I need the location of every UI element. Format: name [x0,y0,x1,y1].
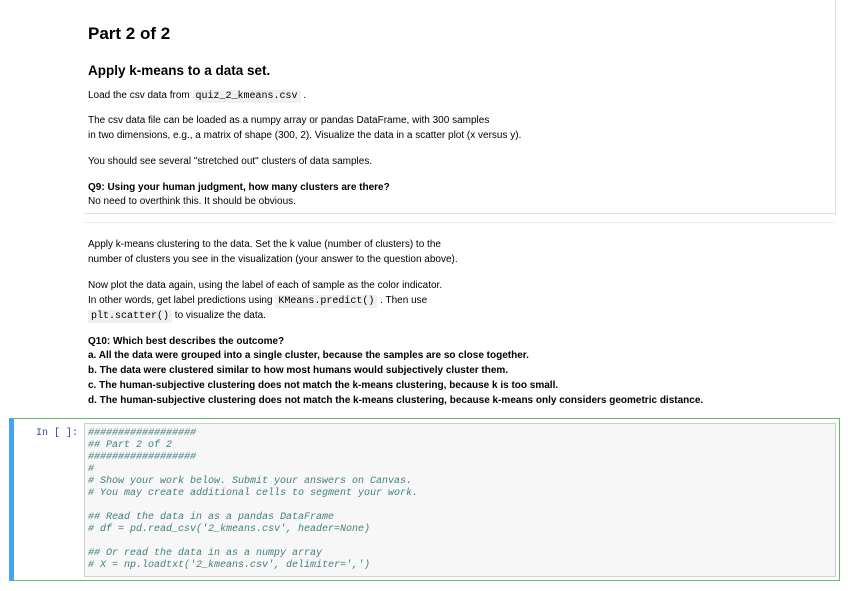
code-line: # Show your work below. Submit your answers on Canvas. [88,476,413,487]
code-line: ## Read the data in as a pandas DataFrame [88,512,335,523]
code-line: ################## [88,428,197,439]
q10-option-b: b. The data were clustered similar to how most humans would subjectively cluster them. [88,365,509,376]
plot-line-3-after: to visualize the data. [172,310,266,321]
q9-title: Q9: Using your human judgment, how many clusters are there? [88,182,390,193]
code-line: # df = pd.read_csv('2_kmeans.csv', header=None) [88,524,371,535]
q10-option-d: d. The human-subjective clustering does not match the k-means clustering, because k-means only considers geometric distance. [88,395,704,406]
code-line: # [88,464,95,475]
section-title: Apply k-means to a data set. [88,63,271,78]
desc-line-1: The csv data file can be loaded as a numpy array or pandas DataFrame, with 300 samples [88,115,490,126]
plot-line-2 [88,293,427,309]
code-line: ################## [88,452,197,463]
code-line: # You may create additional cells to segment your work. [88,488,419,499]
filename-code: quiz_2_kmeans.csv [193,90,301,103]
plot-line-2-before: In other words, get label predictions using [88,295,276,306]
code-line: # X = np.loadtxt('2_kmeans.csv', delimiter=',') [88,560,371,571]
desc-line-2: in two dimensions, e.g., a matrix of shape (300, 2). Visualize the data in a scatter plot (x versus y). [88,130,522,141]
plot-line-2-after: . Then use [377,295,428,306]
plot-line-3 [88,308,266,324]
load-data-text [88,88,306,104]
part-title: Part 2 of 2 [88,24,171,43]
load-text-before: Load the csv data from [88,90,193,101]
plt-scatter-code: plt.scatter() [88,310,172,323]
q10-option-a: a. All the data were grouped into a single cluster, because the samples are so close together. [88,350,529,361]
load-text-after: . [300,90,307,101]
stretched-clusters-text: You should see several "stretched out" clusters of data samples. [88,156,373,167]
q10-option-c: c. The human-subjective clustering does not match the k-means clustering, because k is too small. [88,380,559,391]
kmeans-predict-code: KMeans.predict() [275,295,377,308]
code-line: ## Part 2 of 2 [88,440,173,451]
q9-note: No need to overthink this. It should be obvious. [88,196,296,207]
cell-prompt: In [ ]: [36,428,79,439]
code-line: ## Or read the data in as a numpy array [88,548,323,559]
apply-line-2: number of clusters you see in the visualization (your answer to the question above). [88,254,458,265]
plot-line-1: Now plot the data again, using the label of each of sample as the color indicator. [88,280,443,291]
q10-title: Q10: Which best describes the outcome? [88,336,285,347]
apply-line-1: Apply k-means clustering to the data. Set the k value (number of clusters) to the [88,239,441,250]
